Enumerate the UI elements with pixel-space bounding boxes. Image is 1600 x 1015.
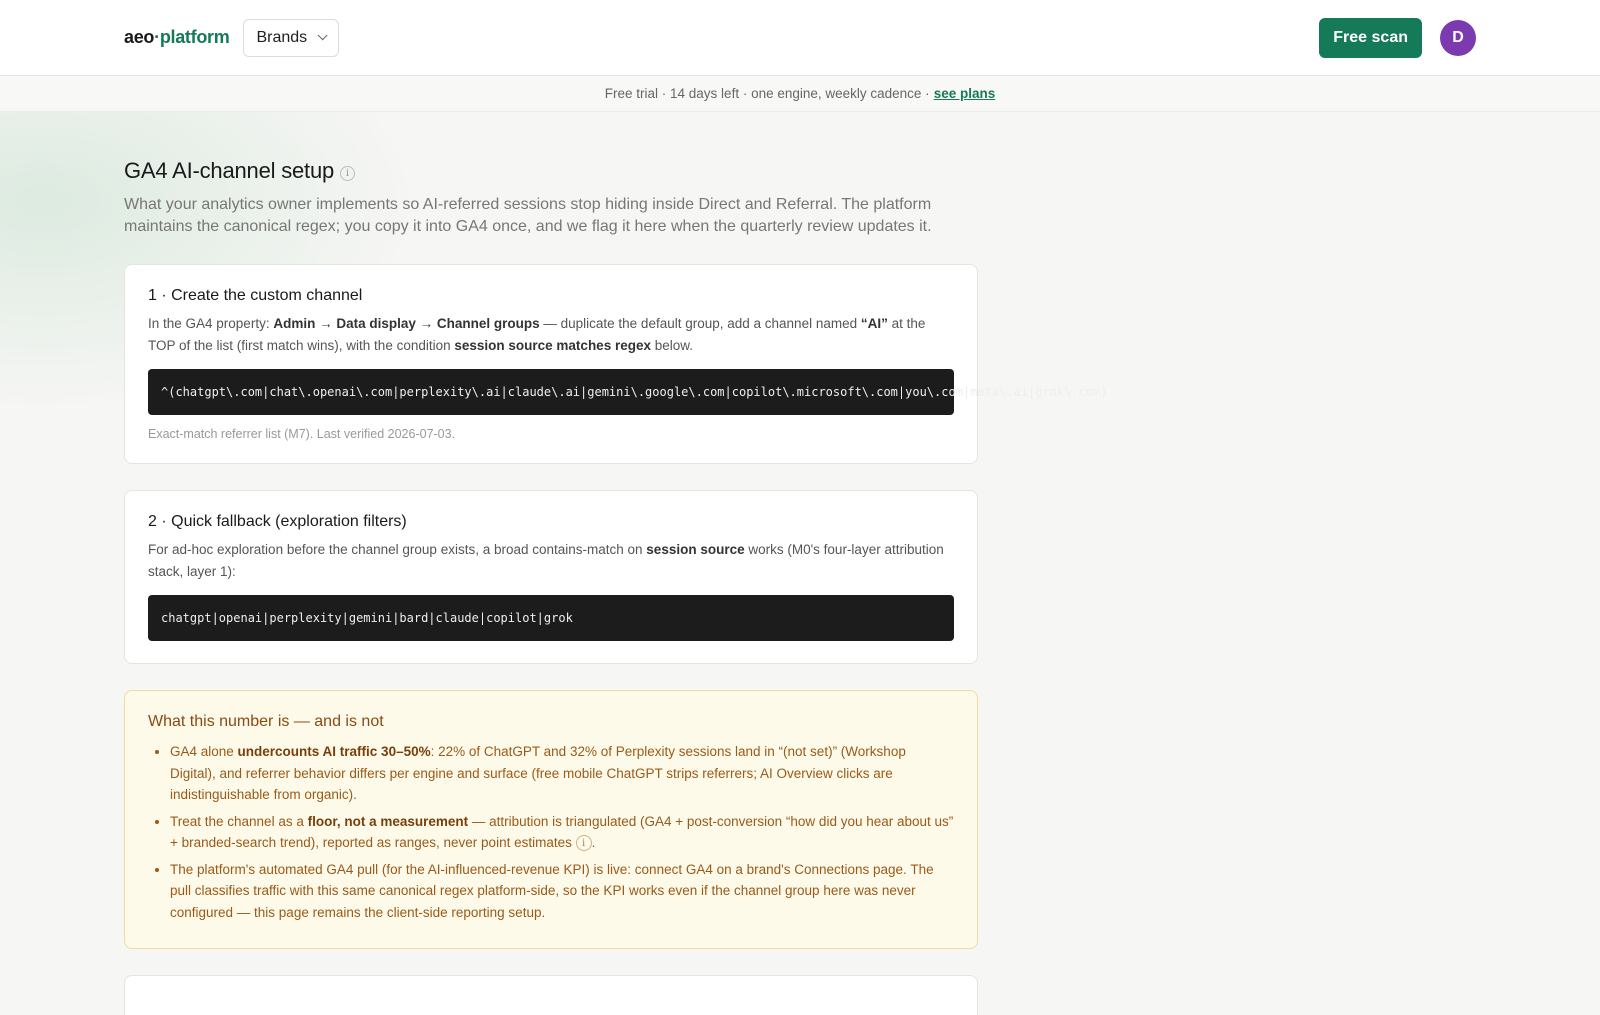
step1-text-3: at the TOP of the list (first match wins), with the condition xyxy=(148,316,926,353)
logo-suffix: platform xyxy=(159,27,230,47)
info-icon[interactable]: i xyxy=(340,166,355,181)
top-navigation-bar xyxy=(0,0,1600,76)
step1-text-2: — duplicate the default group, add a channel named xyxy=(539,316,861,331)
caveat-item-3: • The platform's automated GA4 pull (for the AI-influenced-revenue KPI) is live: connect GA4 on a brand's Connections page. The pull classifies traffic with this same canonical regex platform-side, so the KPI works even if the channel group here was never configured — this page remains the client-side reporting setup. xyxy=(170,859,954,924)
step1-text-4: below. xyxy=(650,338,694,353)
step2-text-2: works (M0's four-layer attribution stack, layer 1): xyxy=(148,542,944,579)
step1-instructions xyxy=(148,313,954,357)
step2-heading: 2 · Quick fallback (exploration filters) xyxy=(148,513,407,530)
step2-field-name: session source xyxy=(646,542,745,557)
page-title: GA4 AI-channel setup xyxy=(124,158,335,183)
step1-condition: session source matches regex xyxy=(454,338,651,353)
caveat-item-2 xyxy=(170,811,954,854)
fallback-filter-code[interactable]: chatgpt|openai|perplexity|gemini|bard|claude|copilot|grok xyxy=(148,595,954,641)
caveat-list xyxy=(148,741,954,923)
brands-dropdown-label: Brands xyxy=(256,28,308,46)
page-description: What your analytics owner implements so AI-referred sessions stop hiding inside Direct and Referral. The platform maintains the canonical regex; you copy it into GA4 once, and we flag it here when the quarterly review updates it. xyxy=(124,196,932,235)
chevron-down-icon xyxy=(318,30,328,40)
user-avatar[interactable]: D xyxy=(1440,20,1476,56)
canonical-regex-code[interactable]: ^(chatgpt\.com|chat\.openai\.com|perplexity\.ai|claude\.ai|gemini\.google\.com|copilot\.microsoft\.com|you\.com|meta\.ai|grok\.com) xyxy=(148,369,954,415)
step1-channel-name: “AI” xyxy=(860,316,888,331)
logo-dot: · xyxy=(154,27,160,47)
step2-text-1: For ad-hoc exploration before the channel group exists, a broad contains-match on xyxy=(148,542,647,557)
page-title-row xyxy=(124,158,978,184)
trial-banner xyxy=(0,76,1600,112)
caveat-2-emphasis: floor, not a measurement xyxy=(307,813,469,829)
step1-note: Exact-match referrer list (M7). Last verified 2026-07-03. xyxy=(148,427,456,441)
free-scan-button[interactable]: Free scan xyxy=(1319,18,1422,58)
caveat-item-1 xyxy=(170,741,954,806)
caveat-1-emphasis: undercounts AI traffic 30–50% xyxy=(237,744,431,759)
step2-card xyxy=(124,490,978,664)
next-card xyxy=(124,975,978,1015)
main-content xyxy=(0,112,1108,1015)
trial-text: Free trial · 14 days left · one engine, weekly cadence · xyxy=(604,86,930,101)
logo-prefix: aeo xyxy=(124,27,155,47)
caveat-1-text-1: GA4 alone xyxy=(170,744,238,759)
caveat-2-text-3: . xyxy=(591,835,596,850)
caveat-heading: What this number is — and is not xyxy=(148,713,384,730)
caveat-1-text-2: : 22% of ChatGPT and 32% of Perplexity sessions land in “(not set)” (Workshop Digital), and referrer behavior differs per engine and surface (free mobile ChatGPT strips referrers; AI Overview clicks are indistinguishable from organic). xyxy=(170,744,906,802)
step2-instructions xyxy=(148,539,954,583)
step1-heading: 1 · Create the custom channel xyxy=(148,287,363,304)
app-logo[interactable] xyxy=(124,27,229,48)
info-icon[interactable]: i xyxy=(576,835,592,851)
step1-text-1: In the GA4 property: xyxy=(148,316,274,331)
caveat-callout xyxy=(124,690,978,949)
see-plans-link[interactable]: see plans xyxy=(933,86,996,101)
step1-menu-path: Admin → Data display → Channel groups xyxy=(273,316,540,331)
caveat-2-text-1: Treat the channel as a xyxy=(170,813,308,829)
step1-card xyxy=(124,264,1108,464)
caveat-2-text-2: — attribution is triangulated (GA4 + post-conversion “how did you hear about us” + branded-search trend), reported as ranges, never point estimates xyxy=(170,813,954,850)
brands-dropdown[interactable] xyxy=(243,19,339,57)
